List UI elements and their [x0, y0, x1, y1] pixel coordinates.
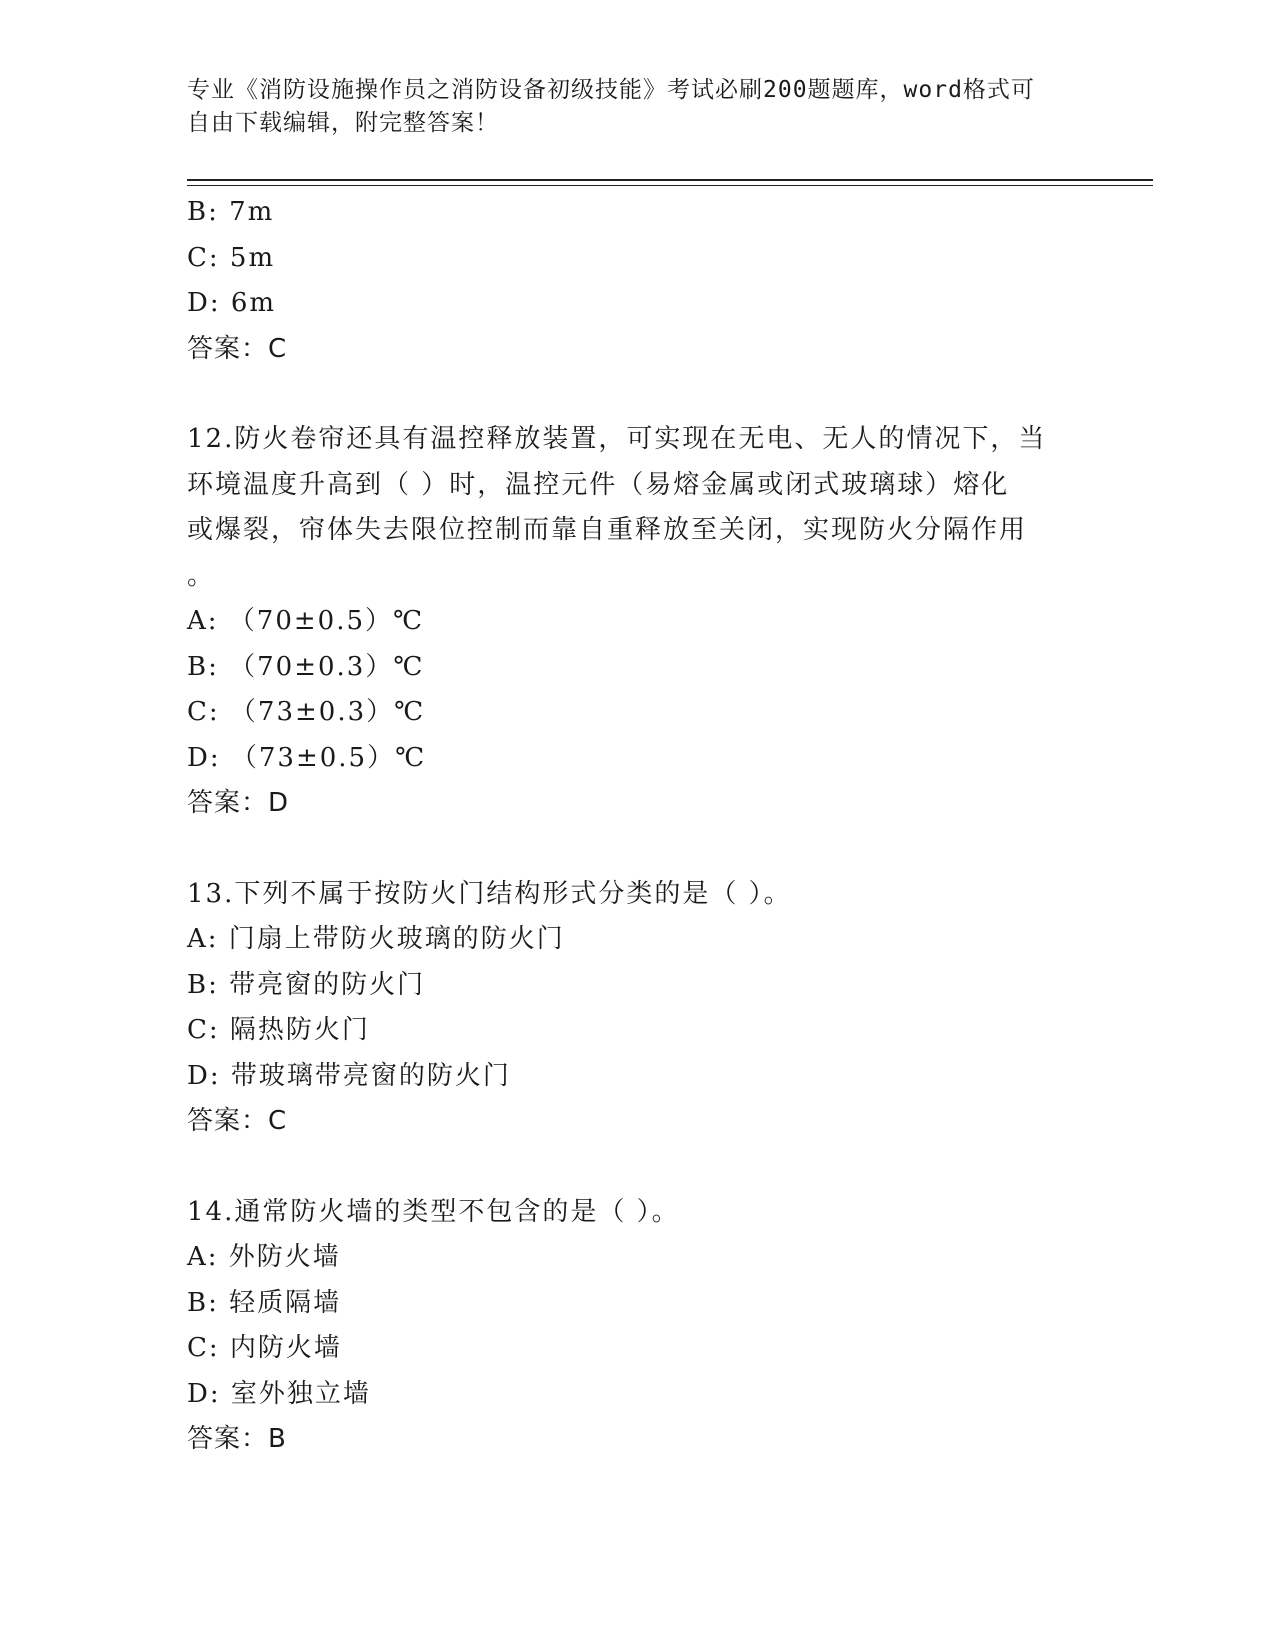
- option-c: C: （73±0.3）℃: [187, 697, 426, 727]
- option-c: C: 隔热防火门: [187, 1015, 370, 1045]
- question-14: [187, 1190, 1087, 1463]
- question-list: [187, 190, 1087, 1463]
- answer: 答案：C: [187, 1106, 288, 1136]
- option-b: B: （70±0.3）℃: [187, 651, 425, 682]
- answer: 答案：D: [187, 788, 290, 818]
- option-b: B: 带亮窗的防火门: [187, 969, 426, 1000]
- header-divider: [187, 179, 1153, 186]
- option-a: A: 门扇上带防火玻璃的防火门: [187, 924, 565, 954]
- option-c: C: 内防火墙: [187, 1333, 342, 1363]
- question-11: [187, 190, 1087, 372]
- option-d: D: 带玻璃带亮窗的防火门: [187, 1060, 511, 1091]
- header-line-1: 专业《消防设施操作员之消防设备初级技能》考试必刷200题题库，word格式可: [187, 77, 1035, 103]
- stem-line: 环境温度升高到（ ）时，温控元件（易熔金属或闭式玻璃球）熔化: [187, 469, 1010, 500]
- question-13: [187, 872, 1087, 1145]
- stem-line: 12.防火卷帘还具有温控释放装置，可实现在无电、无人的情况下，当: [187, 424, 1047, 454]
- answer: 答案：B: [187, 1424, 287, 1454]
- header-line-2: 自由下载编辑，附完整答案！: [187, 110, 499, 136]
- question-stem: 14.通常防火墙的类型不包含的是（ ）。: [187, 1196, 680, 1227]
- option-a: A: （70±0.5）℃: [187, 606, 425, 636]
- option-b: B: 7m: [187, 197, 275, 227]
- stem-line: 或爆裂，帘体失去限位控制而靠自重释放至关闭，实现防火分隔作用: [187, 515, 1028, 545]
- option-c: C: 5m: [187, 242, 276, 273]
- answer: 答案：C: [187, 333, 288, 364]
- question-stem: 13.下列不属于按防火门结构形式分类的是（ ）。: [187, 878, 792, 909]
- question-stem: [187, 417, 1087, 599]
- option-d: D: 6m: [187, 288, 277, 318]
- document-header: [187, 74, 1087, 140]
- stem-line: 。: [187, 560, 216, 591]
- option-d: D: （73±0.5）℃: [187, 742, 427, 773]
- question-12: [187, 417, 1087, 827]
- option-a: A: 外防火墙: [187, 1242, 341, 1272]
- option-b: B: 轻质隔墙: [187, 1287, 342, 1318]
- option-d: D: 室外独立墙: [187, 1378, 371, 1409]
